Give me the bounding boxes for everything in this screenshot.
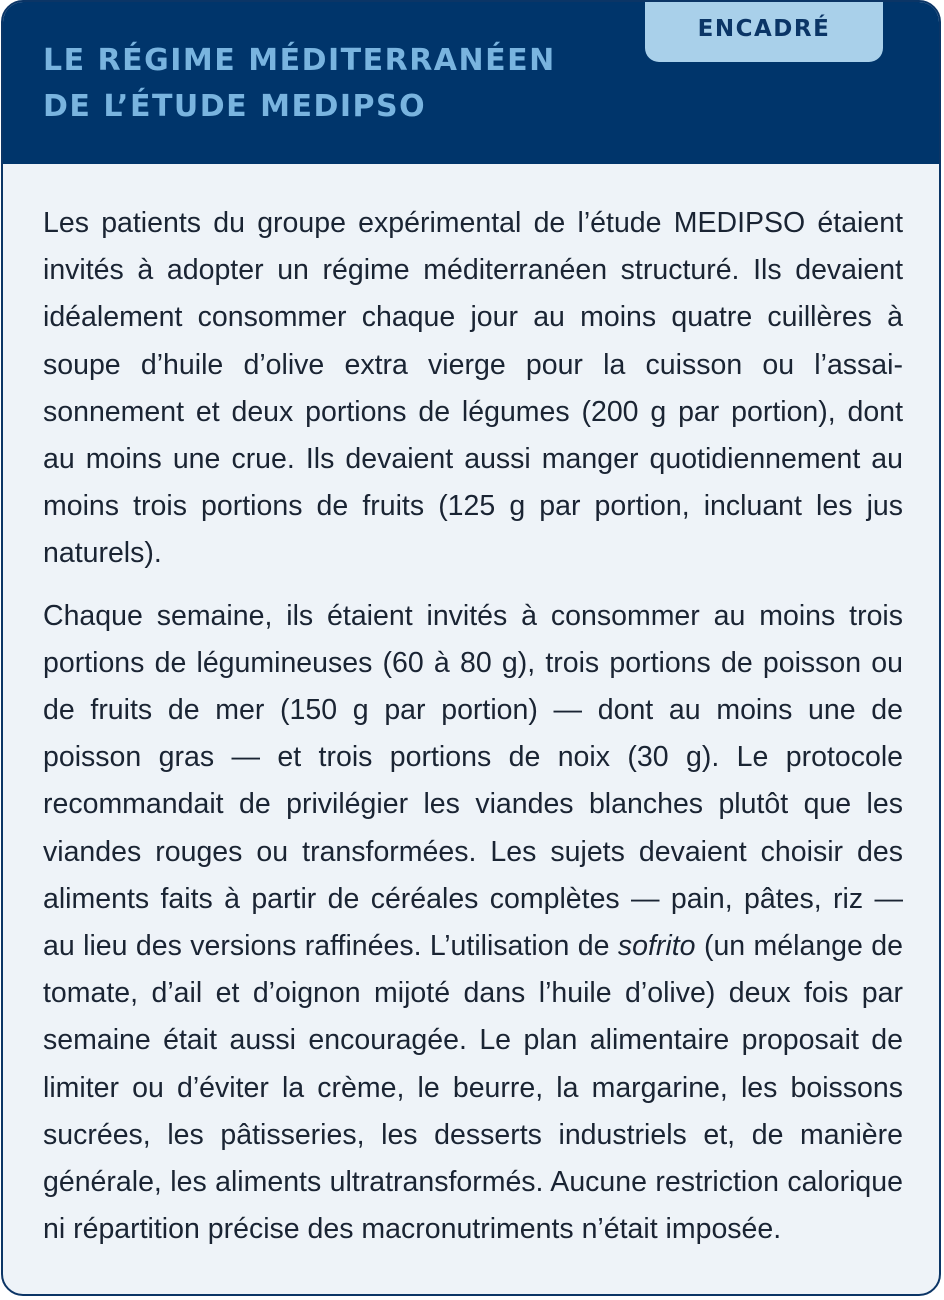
paragraph-2 bbox=[43, 593, 903, 1254]
box-body bbox=[43, 200, 903, 1268]
box-header bbox=[3, 2, 939, 164]
paragraph-1: Les patients du groupe expérimental de l’étude MEDIPSO étaient invités à adopter un régime méditerranéen structuré. Ils devaient idéalement consommer chaque jour au moins quatre cuillères à soupe d’huile d’olive extra vierge pour la cuisson ou l’assaisonnement et deux portions de légumes (200 g par portion), dont au moins une crue. Ils devaient aussi manger quotidiennement au moins trois portions de fruits (125 g par portion, incluant les jus naturels). bbox=[43, 207, 903, 570]
paragraph-2-italic-term: sofrito bbox=[617, 930, 696, 963]
paragraph-2-part-2: (un mélange de tomate, d’ail et d’oignon mijoté dans l’huile d’olive) deux fois par semaine était aussi encouragée. Le plan alimentaire proposait de limiter ou d’éviter la crème, le beurre, la margarine, les boissons sucrées, les pâtisseries, les desserts industriels et, de manière générale, les aliments ultratransformés. Aucune restriction calorique ni répartition précise des macronutriments n’était imposée. bbox=[43, 930, 903, 1246]
sidebar-box bbox=[1, 0, 941, 1296]
box-title-line-1: LE RÉGIME MÉDITERRANÉEN bbox=[43, 43, 556, 78]
box-title-line-2: DE L’ÉTUDE MEDIPSO bbox=[43, 89, 427, 124]
box-tag-label: ENCADRÉ bbox=[645, 0, 883, 62]
box-title bbox=[43, 38, 556, 130]
paragraph-2-part-1: Chaque semaine, ils étaient invités à consommer au moins trois portions de légumineuses (60 à 80 g), trois portions de poisson ou de fruits de mer (150 g par portion) — dont au moins une de poisson gras — et trois portions de noix (30 g). Le protocole recommandait de privilégier les viandes blanches plutôt que les viandes rouges ou transformées. Les sujets devaient choisir des aliments faits à partir de céréales complètes — pain, pâtes, riz — au lieu des versions raffinées. L’utilisation de bbox=[43, 599, 903, 963]
